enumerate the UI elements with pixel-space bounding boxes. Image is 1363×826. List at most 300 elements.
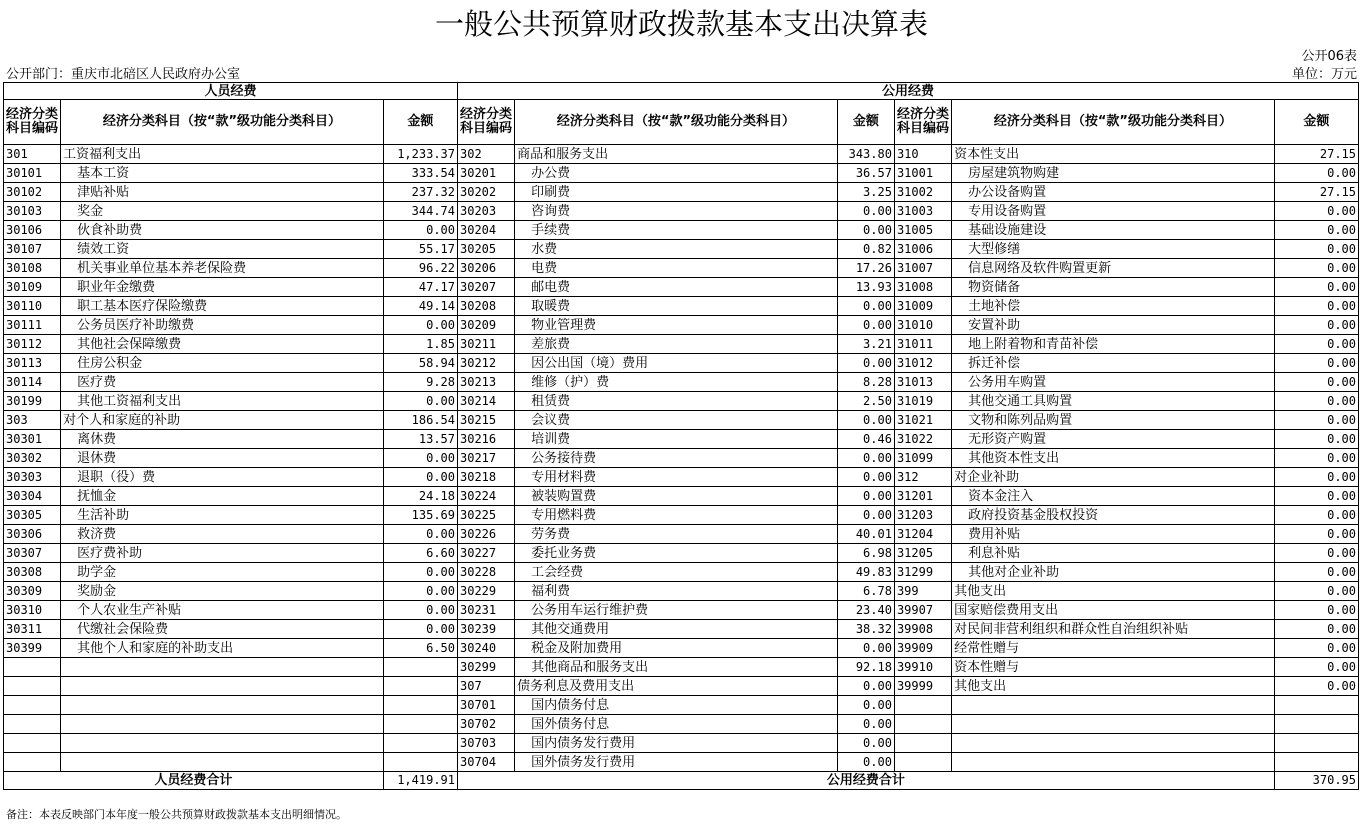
cell-name: 税金及附加费用 (515, 639, 838, 658)
cell-code: 31011 (894, 335, 951, 354)
personnel-total-label: 人员经费合计 (4, 772, 384, 790)
cell-code: 31019 (894, 392, 951, 411)
cell-amount: 0.00 (837, 354, 894, 373)
cell-amount: 0.00 (1274, 335, 1358, 354)
cell-code: 31003 (894, 202, 951, 221)
public-total-amount: 370.95 (1274, 772, 1358, 790)
cell-amount: 0.00 (837, 487, 894, 506)
cell-code: 30231 (458, 601, 515, 620)
cell-code: 30226 (458, 525, 515, 544)
department-label: 公开部门：重庆市北碚区人民政府办公室 (6, 67, 241, 82)
cell-code: 30301 (4, 430, 61, 449)
table-row (4, 753, 1359, 772)
table-row (4, 639, 1359, 658)
name-header: 经济分类科目（按“款”级功能分类科目） (952, 100, 1275, 145)
cell-name: 住房公积金 (61, 354, 384, 373)
cell-name: 差旅费 (515, 335, 838, 354)
cell-amount: 27.15 (1274, 145, 1358, 164)
cell-amount: 3.21 (837, 335, 894, 354)
cell-amount: 0.00 (1274, 240, 1358, 259)
cell-amount: 0.00 (1274, 620, 1358, 639)
cell-amount (383, 696, 457, 715)
table-row (4, 563, 1359, 582)
cell-name (61, 696, 384, 715)
cell-code: 399 (894, 582, 951, 601)
cell-code: 30227 (458, 544, 515, 563)
cell-code (4, 753, 61, 772)
cell-amount: 0.00 (1274, 278, 1358, 297)
cell-amount: 0.00 (837, 411, 894, 430)
cell-amount: 0.00 (837, 202, 894, 221)
cell-code: 31002 (894, 183, 951, 202)
cell-amount: 1,233.37 (383, 145, 457, 164)
cell-amount: 343.80 (837, 145, 894, 164)
code-header: 经济分类科目编码 (4, 100, 61, 145)
cell-name: 资本性支出 (952, 145, 1275, 164)
cell-code: 30201 (458, 164, 515, 183)
cell-code: 312 (894, 468, 951, 487)
cell-name: 专用材料费 (515, 468, 838, 487)
cell-name: 工会经费 (515, 563, 838, 582)
cell-amount: 0.00 (1274, 259, 1358, 278)
personnel-total-amount: 1,419.91 (383, 772, 457, 790)
cell-name: 政府投资基金股权投资 (952, 506, 1275, 525)
cell-code (4, 734, 61, 753)
table-row (4, 696, 1359, 715)
table-row (4, 487, 1359, 506)
cell-name: 国外债务付息 (515, 715, 838, 734)
cell-code: 30113 (4, 354, 61, 373)
cell-name: 抚恤金 (61, 487, 384, 506)
cell-amount: 0.00 (1274, 411, 1358, 430)
cell-amount: 0.00 (1274, 392, 1358, 411)
table-row (4, 316, 1359, 335)
cell-code: 31009 (894, 297, 951, 316)
cell-code: 30310 (4, 601, 61, 620)
cell-amount: 0.00 (1274, 164, 1358, 183)
table-row (4, 145, 1359, 164)
cell-amount: 0.00 (1274, 373, 1358, 392)
cell-amount: 24.18 (383, 487, 457, 506)
table-row (4, 392, 1359, 411)
cell-code: 30101 (4, 164, 61, 183)
table-row (4, 468, 1359, 487)
cell-amount: 27.15 (1274, 183, 1358, 202)
table-row (4, 373, 1359, 392)
cell-name: 代缴社会保险费 (61, 620, 384, 639)
cell-code: 30303 (4, 468, 61, 487)
cell-code: 30108 (4, 259, 61, 278)
cell-name (61, 658, 384, 677)
table-row (4, 278, 1359, 297)
cell-amount: 0.00 (837, 506, 894, 525)
cell-amount: 0.00 (383, 563, 457, 582)
cell-amount (383, 734, 457, 753)
cell-amount: 47.17 (383, 278, 457, 297)
cell-code: 30218 (458, 468, 515, 487)
cell-name: 其他支出 (952, 677, 1275, 696)
cell-name: 办公费 (515, 164, 838, 183)
cell-name: 对企业补助 (952, 468, 1275, 487)
cell-code: 30199 (4, 392, 61, 411)
amount-header: 金额 (383, 100, 457, 145)
table-row (4, 297, 1359, 316)
cell-amount: 92.18 (837, 658, 894, 677)
cell-amount: 237.32 (383, 183, 457, 202)
cell-amount: 36.57 (837, 164, 894, 183)
cell-amount: 0.00 (837, 221, 894, 240)
cell-amount: 13.57 (383, 430, 457, 449)
cell-code: 31010 (894, 316, 951, 335)
cell-amount: 0.00 (1274, 202, 1358, 221)
cell-amount: 0.00 (1274, 639, 1358, 658)
cell-amount: 0.00 (1274, 525, 1358, 544)
cell-code (894, 753, 951, 772)
cell-amount: 17.26 (837, 259, 894, 278)
cell-amount: 0.00 (1274, 601, 1358, 620)
cell-amount: 0.00 (1274, 677, 1358, 696)
cell-name: 无形资产购置 (952, 430, 1275, 449)
table-row (4, 164, 1359, 183)
cell-code: 30215 (458, 411, 515, 430)
cell-amount: 0.00 (383, 449, 457, 468)
cell-code: 39909 (894, 639, 951, 658)
amount-header: 金额 (837, 100, 894, 145)
cell-amount: 0.00 (1274, 563, 1358, 582)
cell-amount: 96.22 (383, 259, 457, 278)
page-title: 一般公共预算财政拨款基本支出决算表 (434, 7, 928, 41)
cell-amount: 0.00 (837, 316, 894, 335)
cell-name: 委托业务费 (515, 544, 838, 563)
cell-name: 水费 (515, 240, 838, 259)
cell-name: 其他对企业补助 (952, 563, 1275, 582)
cell-code: 30208 (458, 297, 515, 316)
cell-name: 其他交通工具购置 (952, 392, 1275, 411)
name-header: 经济分类科目（按“款”级功能分类科目） (61, 100, 384, 145)
cell-amount: 0.00 (383, 620, 457, 639)
cell-name: 大型修缮 (952, 240, 1275, 259)
cell-name: 伙食补助费 (61, 221, 384, 240)
table-row (4, 411, 1359, 430)
cell-name: 其他商品和服务支出 (515, 658, 838, 677)
cell-code: 30701 (458, 696, 515, 715)
cell-name: 机关事业单位基本养老保险费 (61, 259, 384, 278)
cell-amount: 0.00 (1274, 658, 1358, 677)
cell-code: 30304 (4, 487, 61, 506)
table-row (4, 601, 1359, 620)
cell-code: 30229 (458, 582, 515, 601)
cell-amount (383, 677, 457, 696)
cell-code: 30311 (4, 620, 61, 639)
cell-amount (383, 753, 457, 772)
cell-name: 物资储备 (952, 278, 1275, 297)
cell-code: 30302 (4, 449, 61, 468)
cell-name: 救济费 (61, 525, 384, 544)
cell-code: 31203 (894, 506, 951, 525)
cell-code: 30209 (458, 316, 515, 335)
cell-amount (383, 658, 457, 677)
cell-amount: 0.00 (1274, 582, 1358, 601)
cell-name (61, 734, 384, 753)
cell-amount: 186.54 (383, 411, 457, 430)
cell-name: 被装购置费 (515, 487, 838, 506)
cell-amount: 0.00 (1274, 468, 1358, 487)
cell-code (894, 696, 951, 715)
cell-amount: 0.00 (837, 468, 894, 487)
footnote: 备注：本表反映部门本年度一般公共预算财政拨款基本支出明细情况。 (6, 808, 347, 821)
personnel-header: 人员经费 (4, 83, 458, 100)
cell-code: 31001 (894, 164, 951, 183)
cell-code: 30207 (458, 278, 515, 297)
cell-code: 31099 (894, 449, 951, 468)
cell-amount: 2.50 (837, 392, 894, 411)
cell-name: 利息补贴 (952, 544, 1275, 563)
cell-code: 30106 (4, 221, 61, 240)
cell-amount: 333.54 (383, 164, 457, 183)
cell-code (4, 658, 61, 677)
cell-amount: 1.85 (383, 335, 457, 354)
cell-name: 公务用车购置 (952, 373, 1275, 392)
cell-code: 30203 (458, 202, 515, 221)
cell-amount: 6.98 (837, 544, 894, 563)
cell-code: 30114 (4, 373, 61, 392)
cell-amount: 0.00 (837, 639, 894, 658)
cell-name: 福利费 (515, 582, 838, 601)
cell-amount: 135.69 (383, 506, 457, 525)
cell-name: 国内债务发行费用 (515, 734, 838, 753)
cell-code (4, 715, 61, 734)
cell-name: 津贴补贴 (61, 183, 384, 202)
table-row (4, 582, 1359, 601)
table-row (4, 259, 1359, 278)
cell-name: 退休费 (61, 449, 384, 468)
table-row (4, 240, 1359, 259)
cell-name: 奖励金 (61, 582, 384, 601)
table-row (4, 620, 1359, 639)
cell-name: 基本工资 (61, 164, 384, 183)
table-row (4, 506, 1359, 525)
cell-code: 30703 (458, 734, 515, 753)
cell-code: 30110 (4, 297, 61, 316)
unit-label: 单位：万元 (1291, 67, 1357, 82)
cell-amount: 0.00 (837, 449, 894, 468)
cell-amount: 55.17 (383, 240, 457, 259)
cell-amount: 58.94 (383, 354, 457, 373)
cell-amount: 0.00 (383, 525, 457, 544)
cell-amount: 0.00 (383, 468, 457, 487)
cell-name: 专用设备购置 (952, 202, 1275, 221)
cell-code: 301 (4, 145, 61, 164)
cell-code: 31299 (894, 563, 951, 582)
cell-amount: 3.25 (837, 183, 894, 202)
cell-name: 培训费 (515, 430, 838, 449)
cell-code (4, 696, 61, 715)
cell-name: 商品和服务支出 (515, 145, 838, 164)
cell-code: 30107 (4, 240, 61, 259)
cell-amount: 0.00 (383, 221, 457, 240)
cell-amount: 0.00 (837, 696, 894, 715)
cell-code: 30214 (458, 392, 515, 411)
table-row (4, 354, 1359, 373)
cell-code: 30224 (458, 487, 515, 506)
cell-amount: 0.00 (837, 753, 894, 772)
cell-code: 31006 (894, 240, 951, 259)
cell-name: 会议费 (515, 411, 838, 430)
cell-name (952, 753, 1275, 772)
cell-amount: 0.00 (383, 601, 457, 620)
table-row (4, 658, 1359, 677)
table-row (4, 202, 1359, 221)
cell-code (4, 677, 61, 696)
code-header: 经济分类科目编码 (458, 100, 515, 145)
cell-code: 30308 (4, 563, 61, 582)
cell-name (952, 696, 1275, 715)
cell-name: 医疗费补助 (61, 544, 384, 563)
cell-amount: 8.28 (837, 373, 894, 392)
cell-amount: 0.82 (837, 240, 894, 259)
public-total-label: 公用经费合计 (458, 772, 1275, 790)
table-row (4, 734, 1359, 753)
cell-code: 31021 (894, 411, 951, 430)
table-row (4, 335, 1359, 354)
cell-name: 文物和陈列品购置 (952, 411, 1275, 430)
cell-code: 39908 (894, 620, 951, 639)
cell-name: 安置补助 (952, 316, 1275, 335)
name-header: 经济分类科目（按“款”级功能分类科目） (515, 100, 838, 145)
cell-amount: 0.00 (837, 734, 894, 753)
table-row (4, 430, 1359, 449)
cell-amount: 0.00 (1274, 487, 1358, 506)
cell-name: 办公设备购置 (952, 183, 1275, 202)
cell-name: 职工基本医疗保险缴费 (61, 297, 384, 316)
cell-amount: 49.14 (383, 297, 457, 316)
cell-code: 30702 (458, 715, 515, 734)
cell-name: 对个人和家庭的补助 (61, 411, 384, 430)
cell-name: 房屋建筑物购建 (952, 164, 1275, 183)
cell-code: 30111 (4, 316, 61, 335)
cell-amount: 0.46 (837, 430, 894, 449)
cell-code: 31008 (894, 278, 951, 297)
cell-amount (1274, 715, 1358, 734)
totals-row (4, 772, 1359, 790)
cell-name: 个人农业生产补贴 (61, 601, 384, 620)
cell-amount: 0.00 (1274, 221, 1358, 240)
cell-name: 因公出国（境）费用 (515, 354, 838, 373)
cell-name: 信息网络及软件购置更新 (952, 259, 1275, 278)
cell-amount: 0.00 (1274, 544, 1358, 563)
cell-amount: 0.00 (1274, 316, 1358, 335)
cell-code: 30228 (458, 563, 515, 582)
cell-name: 印刷费 (515, 183, 838, 202)
cell-code: 31013 (894, 373, 951, 392)
cell-name: 拆迁补偿 (952, 354, 1275, 373)
cell-name: 手续费 (515, 221, 838, 240)
cell-code (894, 715, 951, 734)
cell-code: 30202 (458, 183, 515, 202)
cell-code: 30206 (458, 259, 515, 278)
cell-code: 39999 (894, 677, 951, 696)
cell-amount: 6.78 (837, 582, 894, 601)
cell-amount: 9.28 (383, 373, 457, 392)
cell-name: 公务员医疗补助缴费 (61, 316, 384, 335)
cell-code: 39907 (894, 601, 951, 620)
cell-name: 奖金 (61, 202, 384, 221)
cell-amount: 6.50 (383, 639, 457, 658)
cell-amount: 0.00 (837, 677, 894, 696)
cell-name: 其他交通费用 (515, 620, 838, 639)
cell-code: 30225 (458, 506, 515, 525)
cell-code: 30211 (458, 335, 515, 354)
table-row (4, 525, 1359, 544)
cell-name: 助学金 (61, 563, 384, 582)
cell-amount: 0.00 (837, 297, 894, 316)
cell-name: 债务利息及费用支出 (515, 677, 838, 696)
cell-code: 30307 (4, 544, 61, 563)
cell-name: 其他个人和家庭的补助支出 (61, 639, 384, 658)
public-header: 公用经费 (458, 83, 1359, 100)
cell-name: 邮电费 (515, 278, 838, 297)
table-row (4, 449, 1359, 468)
cell-code: 30704 (458, 753, 515, 772)
cell-name: 资本金注入 (952, 487, 1275, 506)
cell-code: 30217 (458, 449, 515, 468)
cell-code: 310 (894, 145, 951, 164)
cell-code: 30112 (4, 335, 61, 354)
cell-name: 维修（护）费 (515, 373, 838, 392)
cell-name: 经常性赠与 (952, 639, 1275, 658)
cell-code: 30240 (458, 639, 515, 658)
cell-code (894, 734, 951, 753)
cell-code: 31022 (894, 430, 951, 449)
cell-amount: 6.60 (383, 544, 457, 563)
cell-amount (1274, 696, 1358, 715)
cell-code: 30309 (4, 582, 61, 601)
cell-code: 30299 (458, 658, 515, 677)
cell-code: 30399 (4, 639, 61, 658)
cell-amount: 40.01 (837, 525, 894, 544)
cell-name: 土地补偿 (952, 297, 1275, 316)
cell-name: 专用燃料费 (515, 506, 838, 525)
cell-name: 物业管理费 (515, 316, 838, 335)
cell-code: 30109 (4, 278, 61, 297)
cell-name: 其他资本性支出 (952, 449, 1275, 468)
cell-code: 31005 (894, 221, 951, 240)
cell-code: 31201 (894, 487, 951, 506)
cell-amount: 344.74 (383, 202, 457, 221)
cell-amount: 13.93 (837, 278, 894, 297)
cell-name: 取暖费 (515, 297, 838, 316)
cell-code: 30305 (4, 506, 61, 525)
cell-name: 生活补助 (61, 506, 384, 525)
cell-amount (383, 715, 457, 734)
cell-code: 31012 (894, 354, 951, 373)
cell-code: 30103 (4, 202, 61, 221)
cell-name: 国外债务发行费用 (515, 753, 838, 772)
cell-amount: 0.00 (383, 316, 457, 335)
cell-amount: 38.32 (837, 620, 894, 639)
cell-name: 公务接待费 (515, 449, 838, 468)
cell-name: 电费 (515, 259, 838, 278)
amount-header: 金额 (1274, 100, 1358, 145)
cell-name: 国家赔偿费用支出 (952, 601, 1275, 620)
cell-code: 302 (458, 145, 515, 164)
cell-name: 绩效工资 (61, 240, 384, 259)
table-row (4, 715, 1359, 734)
cell-name: 其他工资福利支出 (61, 392, 384, 411)
cell-amount: 0.00 (383, 582, 457, 601)
cell-code: 303 (4, 411, 61, 430)
cell-name: 工资福利支出 (61, 145, 384, 164)
